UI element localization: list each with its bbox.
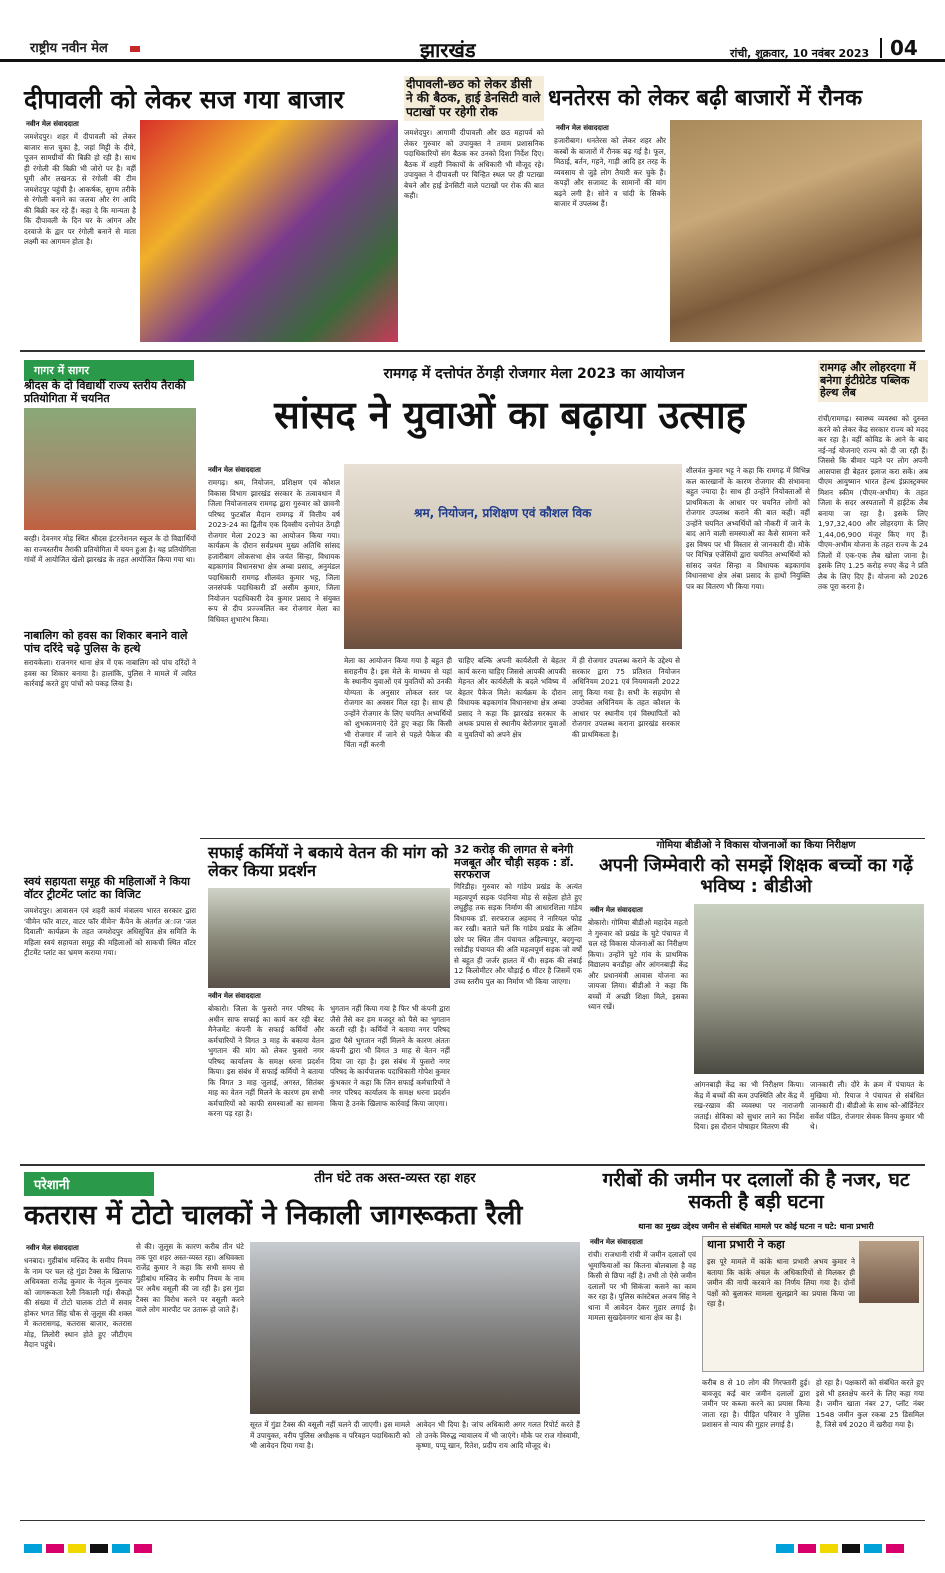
section-ribbon: परेशानी bbox=[24, 1172, 154, 1196]
page-number: 04 bbox=[890, 36, 918, 60]
article-body: इस पूरे मामले में कांके थाना प्रभारी अभय कुमार ने बताया कि कांके अंचल के अधिकारियों से मिलकर ही जमीन की नापी करवाने का निर्णय लिया गया है। दोनों पक्षों को बुलाकर मामला सुलझाने का प्रयास किया जा रहा है। bbox=[707, 1257, 855, 1308]
sho-portrait bbox=[859, 1241, 919, 1303]
article-body: से की। जुलूस के कारण करीब तीन घंटे तक पूरा शहर अस्त-व्यस्त रहा। अधिवक्ता राजेंद्र कुमार ने कहा कि सभी समय से गुहीबांध मस्जिद के समीप नियम के नाम पर अवैध वसूली की जा रही है। इस गुंडा टैक्स का विरोध करने पर वसूली करने वाले लोग मारपीट पर उतारू हो जाते हैं। bbox=[136, 1242, 244, 1314]
byline: नवीन मेल संवाददाता bbox=[590, 1238, 643, 1246]
article-body: में ही रोजगार उपलब्ध कराने के उद्देश्य से सरकार द्वारा 75 प्रतिशत नियोजन अधिनियम 2021 एवं नियमावली 2022 लागू किया गया है। सभी के सहयोग से उपरोक्त अधिनियम के तहत कौशल के आधार पर स्थानीय एवं विस्थापितों को रोजगार उपलब्ध कराना झारखंड सरकार की प्राथमिकता है। bbox=[572, 656, 680, 739]
headline-deepawali-bazar: दीपावली को लेकर सज गया बाजार bbox=[24, 85, 344, 114]
article-body: मेला का आयोजन किया गया है बहुत ही सराहनीय है। इस मेले के माध्यम से यहां के स्थानीय युवाओं एवं युवतियों को उनकी योग्यता के अनुसार लोकल स्तर पर रोजगार का अवसर मिल रहा है। साथ ही उन्होंने रोजगार के लिए चयनित अभ्यर्थियों को शुभकामनाएं देते हुए कहा कि किसी भी रोजगार में जाने से पहले पैकेज की चिंता नहीं करनी bbox=[344, 656, 452, 749]
lead-kicker: रामगढ़ में दत्तोपंत ठेंगड़ी रोजगार मेला 2023 का आयोजन bbox=[383, 366, 685, 382]
headline-land-brokers: गरीबों की जमीन पर दलालों की है नजर, घट सकती है बड़ी घटना bbox=[602, 1169, 910, 1213]
registration-marks bbox=[776, 1538, 926, 1548]
article-body: शीलवंत कुमार भट्ट ने कहा कि रामगढ़ में विभिन्न कल कारखानों के कारण रोजगार की संभावना बहुत ज्यादा है। साथ ही उन्होंने नियोक्ताओं से प्राथमिकता के आधार पर चयनित लोगों को रोजगार उपलब्ध कराने की बात कही। वहीं उन्होंने चयनित अभ्यर्थियों को नौकरी में जाने के बाद आने वाली समस्याओं का कैसे सामना करें इस विषय पर भी विस्तार से जानकारी दी। मौके पर विभिन्न एजेंसियों द्वारा चयनित अभ्यर्थियों को सांसद जयंत सिन्हा व विधायक बड़कागांव विधानसभा क्षेत्र अंबा प्रसाद के हाथों नियुक्ति पत्र का वितरण भी किया गया। bbox=[686, 466, 810, 591]
newspaper-name: राष्ट्रीय नवीन मेल bbox=[30, 41, 108, 56]
article-body: हजारीबाग। धनतेरस को लेकर शहर और कस्बों के बाजारों में रौनक बढ़ गई है। फूल, मिठाई, बर्तन, गहने, गाड़ी आदि हर तरह के व्यवसाय से जुड़े लोग तैयारी कर चुके हैं। कपड़ों और सजावट के सामानों की मांग बढ़ने लगी है। सोने व चांदी के सिक्के बाजार में उपलब्ध हैं। bbox=[554, 136, 666, 208]
flag-icon bbox=[130, 46, 140, 52]
article-body: जमशेदपुर। आगामी दीपावली और छठ महापर्व को लेकर गुरुवार को उपायुक्त ने तमाम प्रशासनिक पदाधिकारियों संग बैठक कर उनको दिशा निर्देश दिए। बैठक में शहरी निकायों के अधिकारी भी मौजूद रहे। उपायुक्त ने दीपावली पर चिन्हित स्थल पर ही पटाखा बेचने और हाई डेनसिटी वाले पटाखों पर रोक की बात कही। bbox=[404, 128, 544, 200]
masthead bbox=[0, 0, 945, 62]
section-divider bbox=[20, 350, 925, 352]
article-body: आवेदन भी दिया है। जांच अधिकारी अगर गलत रिपोर्ट करते हैं तो उनके विरुद्ध न्यायालय में भी जाएंगे। मौके पर राज गोस्वामी, कृष्णा, पप्पू खान, रितेश, प्रदीप राय आदि मौजूद थे। bbox=[416, 1420, 580, 1450]
article-body: सूरत में गुंडा टैक्स की वसूली नहीं चलने दी जाएगी। इस मामले में उपायुक्त, वरीय पुलिस अधीक्षक व परिवहन पदाधिकारी को भी आवेदन दिया गया है। bbox=[250, 1420, 410, 1450]
section-ribbon: गागर में सागर bbox=[24, 360, 194, 381]
article-body: रामगढ़। श्रम, नियोजन, प्रशिक्षण एवं कौशल विकास विभाग झारखंड सरकार के तत्वावधान में जिला नियोजनालय रामगढ़ द्वारा गुरुवार को छावनी परिषद फुटबॉल मैदान रामगढ़ में वित्तीय वर्ष 2023-24 का द्वितीय एक दिवसीय दत्तोपंत ठेंगड़ी रोजगार मेला 2023 का आयोजन किया गया। कार्यक्रम के दौरान सर्वप्रथम मुख्य अतिथि सांसद हजारीबाग लोकसभा क्षेत्र जयंत सिन्हा, विधायक बड़कागांव विधानसभा क्षेत्र अम्बा प्रसाद, अनुमंडल पदाधिकारी रामगढ़ शीलवंत कुमार भट्ट, जिला जनसंपर्क पदाधिकारी डॉ असीम कुमार, जिला नियोजन पदाधिकारी देव कुमार प्रसाद ने संयुक्त रूप से दीप प्रज्ज्वलित कर रोजगार मेला का विधिवत शुभारंभ किया। bbox=[208, 478, 340, 624]
byline: नवीन मेल संवाददाता bbox=[208, 992, 261, 1000]
rally-photo bbox=[250, 1242, 580, 1414]
article-body: आंगनबाड़ी केंद्र का भी निरीक्षण किया। केंद्र में बच्चों की कम उपस्थिति और केंद्र में रख-रखाव की व्यवस्था पर नाराजगी जताई। सेविका को सुधार लाने का निर्देश दिया। इस दौरान पोषाहार वितरण की bbox=[694, 1080, 804, 1131]
headline-crime: नाबालिग को हवस का शिकार बनाने वाले पांच दरिंदे चढ़े पुलिस के हत्थे bbox=[24, 629, 188, 655]
byline: नवीन मेल संवाददाता bbox=[208, 466, 261, 474]
school-inspection-photo bbox=[694, 904, 924, 1074]
protest-photo bbox=[208, 888, 450, 988]
headline-swimming: श्रीदस के दो विद्यार्थी राज्य स्तरीय तैराकी प्रतियोगिता में चयनित bbox=[24, 379, 186, 405]
article-body: बरही। देवनगर मोड़ स्थित श्रीदस इंटरनेशनल स्कूल के दो विद्यार्थियों का राज्यस्तरीय तैराकी प्रतियोगिता में चयन हुआ है। यह प्रतियोगिता गांवों में आयोजित खेलो झारखंड के तहत आयोजित किया गया था। bbox=[24, 534, 196, 564]
swimming-photo bbox=[24, 408, 196, 530]
article-body: जमशेदपुर। आवासन एवं शहरी कार्य मंत्रालय भारत सरकार द्वारा 'वीमेन फॉर वाटर, वाटर फॉर वीमेन' कैंपेन के अंतर्गत अाज 'जल दिवाली' कार्यक्रम के तहत जमशेदपुर अधिसूचित क्षेत्र समिति के महिला स्वयं सहायता समूह की महिलाओं को साकची स्थित वॉटर ट्रीटमेंट प्लांट का भ्रमण कराया गया। bbox=[24, 906, 196, 957]
headline-toto-rally: कतरास में टोटो चालकों ने निकाली जागरूकता रैली bbox=[24, 1200, 523, 1231]
byline: नवीन मेल संवाददाता bbox=[26, 1244, 79, 1252]
gomia-kicker: गोमिया बीडीओ ने विकास योजनाओं का किया निरीक्षण bbox=[656, 840, 856, 851]
headline-dhanteras: धनतेरस को लेकर बढ़ी बाजारों में रौनक bbox=[548, 86, 863, 111]
section-title: झारखंड bbox=[420, 38, 476, 62]
headline-road: 32 करोड़ की लागत से बनेगी मजबूत और चौड़ी सड़क : डॉ. सरफराज bbox=[454, 843, 574, 882]
article-body: भुगतान नहीं किया गया है फिर भी कंपनी द्वारा जैसे तैसे कर हम मजदूर को पैसे का भुगतान करती रही है। कर्मियों ने बताया नगर परिषद द्वारा पैसे भुगतान नहीं मिलने के कारण अंततः कंपनी द्वारा भी विगत 3 माह से वेतन नहीं दिया जा रहा है। इस संबंध में फुसरो नगर परिषद के कार्यपालक पदाधिकारी गोपेश कुमार कुंभकार ने कहा कि जिन सफाई कर्मचारियों ने नगर परिषद कार्यालय के समक्ष धरना प्रदर्शन किया है उनके खिलाफ कार्रवाई किया जाएगा। bbox=[330, 1004, 450, 1108]
headline-water-plant: स्वयं सहायता समूह की महिलाओं ने किया वॉटर ट्रीटमेंट प्लांट का विजिट bbox=[24, 875, 190, 901]
byline: नवीन मेल संवाददाता bbox=[556, 124, 609, 132]
flower-market-photo bbox=[140, 120, 398, 342]
section-divider bbox=[20, 1164, 925, 1166]
article-body: रांची/रामगढ़। स्वास्थ्य व्यवस्था को दुरुस्त करने को लेकर केंद्र सरकार राज्य को मदद कर रहा है। वहीं कोविड के आने के बाद नई-नई योजनाएं राज्य को दी जा रही हैं। जिससे कि बीमार पड़ने पर लोग अपनी आसपास ही बेहतर इलाज करा सकें। अब पीएम आयुष्मान भारत हेल्थ इंफ्रास्ट्रक्चर मिशन स्कीम (पीएम-अभीम) के तहत जिला के सदर अस्पतालों में हाईटेक लैब बनाया जा रहा है। इसके लिए 1,97,32,400 और लोहरदगा के लिए 1,44,06,900 मंजूर किए गए हैं। पीएम-अभीम योजना के तहत राज्य के 24 जिलों में एक-एक लैब खोला जाना है। इसके लिए 1.25 करोड़ रुपए केंद्र ने प्रति लैब के लिए दिए हैं। योजना को 2026 तक पूरा करना है। bbox=[818, 414, 928, 591]
article-body: रांची। राजधानी रांची में जमीन दलालों एवं भूमाफियाओं का कितना बोलबाला है वह किसी से छिपा नहीं है। तभी तो ऐसे जमीन दलालों पर भी सिकंजा कसने का काम कर रहा है। पुलिस कांस्टेबल अजय सिंह ने थाना में आवेदन देकर गुहार लगाई है। मामला सुखदेवनगर थाना क्षेत्र का है। bbox=[588, 1250, 696, 1322]
byline: नवीन मेल संवाददाता bbox=[590, 906, 643, 914]
headline-teachers: अपनी जिम्मेवारी को समझें शिक्षक बच्चों का गढ़ें भविष्य : बीडीओ bbox=[599, 855, 913, 897]
dateline: रांची, शुक्रवार, 10 नवंबर 2023 bbox=[730, 47, 870, 60]
article-body: हो रहा है। पक्षकारों को संबंधित करते हुए इसे भी हस्तक्षेप करने के लिए कहा गया है। जमीन खाता नंबर 27, प्लॉट नंबर 1548 जमीन कुल रकबा 25 डिसमिल है, जिसे वर्ष 2020 में खरीदा गया है। bbox=[816, 1378, 924, 1429]
article-body: सरायकेला। राजनगर थाना क्षेत्र में एक नाबालिग को पांच दरिंदों ने हवस का शिकार बनाया है। हालांकि, पुलिस ने मामले में त्वरित कार्रवाई करते हुए पांचों को पकड़ लिया है। bbox=[24, 658, 196, 688]
fair-banner-text: श्रम, नियोजन, प्रशिक्षण एवं कौशल विक bbox=[414, 506, 592, 520]
article-body: बोकारो। जिला के फुसरो नगर परिषद के अधीन साफ सफाई का कार्य कर रही बेस्ट मैनेजमेंट कंपनी के सफाई कर्मियों और कर्मचारियों ने विगत 3 माह के बकाया वेतन भुगतान की मांग को लेकर फुसरो नगर परिषद कार्यालय के समक्ष धरना प्रदर्शन किया। इस संबंध में सफाई कर्मियों ने बताया कि विगत 3 माह जुलाई, अगस्त, सितंबर माह का वेतन नहीं मिलने के कारण हम सभी कर्मचारियों को काफी समस्याओं का सामना करना पड़ रहा है। bbox=[208, 1004, 324, 1118]
article-body: जमशेदपुर। शहर में दीपावली को लेकर बाजार सज चुका है, जहां मिट्टी के दीये, पूजन सामग्रीयों की बिक्री हो रही है। साथ ही रंगोली की बिक्री भी जोरो पर है। वहीं घूमी और लखनऊ से रंगोली की टीम जमशेदपुर पहुंची है। आकर्षक, सुगम तरीके से रंगोली बनाने का जलवा और रंग आदि की बिक्री कर रहे हैं। कहा दे कि मान्यता है कि दीपावली के दिन घर के आंगन और दरवाजे के द्वार पर रंगोली बनाने से माता लक्ष्मी का आगमन होता है। bbox=[24, 132, 136, 246]
section-divider bbox=[200, 838, 925, 839]
article-body: गिरिडीह। गुरुवार को गांडेय प्रखंड के अत्यंत महत्वपूर्ण सड़क पंदनिया मोड़ से सहेला होते हुए लघुड्डीह तक सड़क निर्माण की आधारशिला गांडेय विधायक डॉ. सरफराज अहमद ने नारियल फोड़ कर रखी। बताते चलें कि गांडेय प्रखंड के अंतिम छोर पर स्थित तीन पंचायत अहिल्यापुर, बदगुन्दा रसोडीह पंचायत की अति महत्वपूर्ण सड़क जो वर्षों से बहुत ही जर्जर हालत में थी। सड़क की लंबाई 12 किलोमीटर और चौड़ाई 6 मीटर है जिसमें एक उच्च स्तरीय पुल का निर्माण भी किया जाएगा। bbox=[454, 882, 582, 986]
headline-health-lab: रामगढ़ और लोहरदगा में बनेगा इंटीग्रेटेड पब्लिक हेल्थ लैब bbox=[818, 360, 928, 402]
page-divider bbox=[880, 38, 882, 58]
lead-headline: सांसद ने युवाओं का बढ़ाया उत्साह bbox=[274, 393, 746, 437]
utensils-market-photo bbox=[670, 120, 922, 342]
article-body: धनबाद। गुहीबांध मस्जिद के समीप नियम के नाम पर चल रहे गुंडा टैक्स के खिलाफ अधिवक्ता राजेंद्र कुमार के नेतृत्व गुरुवार को जागरूकता रैली निकाली गई। सैकड़ों की संख्या में टोटो चालक टोटो में सवार होकर भगत सिंह चौक से जुलूस की शक्ल में कतरासगढ़, कतरास बाजार, कतरास मोड़, लिलोरी स्थान होते हुए जीटीएम मैदान पहुंचे। bbox=[24, 1256, 132, 1349]
sho-quote-box bbox=[702, 1236, 924, 1372]
box-title: थाना प्रभारी ने कहा bbox=[707, 1238, 785, 1251]
byline: नवीन मेल संवाददाता bbox=[26, 120, 79, 128]
footer-rule bbox=[20, 1520, 925, 1521]
land-kicker: थाना का मुख्य उद्देश्य जमीन से संबंधित मामले पर कोई घटना न घटे: थाना प्रभारी bbox=[638, 1222, 874, 1231]
headline-dc-meeting: दीपावली-छठ को लेकर डीसी ने की बैठक, हाई डेनसिटी वाले पटाखों पर रहेगी रोक bbox=[404, 76, 544, 121]
headline-sanitation-protest: सफाई कर्मियों ने बकाये वेतन की मांग को लेकर किया प्रदर्शन bbox=[208, 843, 448, 881]
katras-kicker: तीन घंटे तक अस्त-व्यस्त रहा शहर bbox=[314, 1171, 476, 1186]
article-body: बोकारो। गोमिया बीडीओ महादेव महतो ने गुरुवार को प्रखंड के चुटे पंचायत में चल रहे विकास योजनाओं का निरीक्षण किया। उन्होंने चुटे गांव के प्राथमिक विद्यालय बनडीहा और आंगनबाड़ी केंद्र और प्रधानमंत्री आवास योजना का जायजा लिया। बीडीओ ने कहा कि बच्चों में अच्छी शिक्षा मिले, इसका ध्यान रखें। bbox=[588, 918, 688, 1011]
employment-fair-photo bbox=[344, 464, 682, 649]
article-body: करीब 8 से 10 लोग की गिरफ्तारी हुई। बावजूद कई बार जमीन दलालों द्वारा जमीन पर कब्जा करने का प्रयास किया जाता रहा है। पीड़ित परिवार ने पुलिस प्रशासन से न्याय की गुहार लगाई है। bbox=[702, 1378, 810, 1429]
article-body: जानकारी ली। दौरे के क्रम में पंचायत के मुखिया मो. रियाज ने पंचायत से संबंधित जानकारी दी। बीडीओ के साथ को-ऑर्डिनेटर सर्वेश पंडित, रोजगार सेवक विनय कुमार भी थे। bbox=[810, 1080, 924, 1131]
article-body: चाहिए बल्कि अपनी कार्यशैली से बेहतर कार्य करना चाहिए जिससे आपकी आपकी मेहनत और कार्यशैली के बदले भविष्य में बेहतर पैकेज मिले। कार्यक्रम के दौरान विधायक बड़कागांव विधानसभा क्षेत्र अम्बा प्रसाद ने कहा कि झारखंड सरकार के अथक प्रयास से स्थानीय बेरोजगार युवाओं व युवतियों को अपने क्षेत्र bbox=[458, 656, 566, 739]
